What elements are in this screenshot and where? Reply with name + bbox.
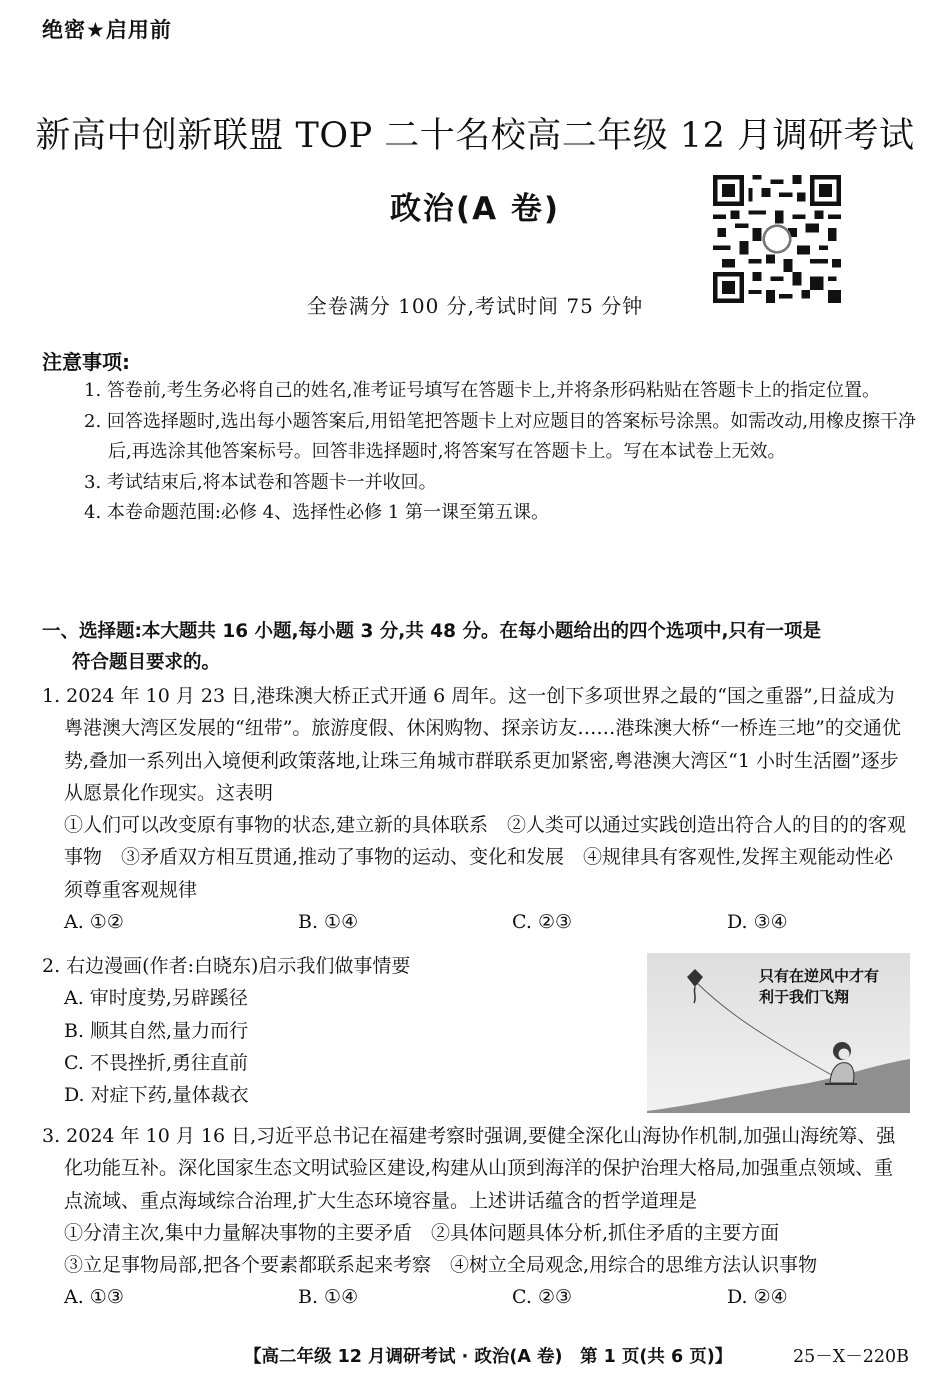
question-statements-line2: ③立足事物局部,把各个要素都联系起来考察 ④树立全局观念,用综合的思维方法认识事物 [64,1254,818,1277]
option-row [42,906,912,939]
notice-item: 3. 考试结束后,将本试卷和答题卡一并收回。 [84,471,437,493]
option-c: C. 不畏挫折,勇往直前 [64,1051,248,1074]
question-stem: 3. 2024 年 10 月 16 日,习近平总书记在福建考察时强调,要健全深化山海协作机制,加强山海统筹、强化功能互补。深化国家生态文明试验区建设,构建从山顶到海洋的保护治理大格局,加强重点领域、重点流域、重点海域综合治理,扩大生态环境容量。上述讲话蕴含的哲学道理是 [42,1125,896,1212]
section-heading [42,616,922,678]
kite-cartoon [647,953,910,1113]
cartoon-caption-line2: 利于我们飞翔 [759,988,850,1006]
question-statements-line1: ①分清主次,集中力量解决事物的主要矛盾 ②具体问题具体分析,抓住矛盾的主要方面 [64,1221,780,1244]
option-c: C. ②③ [512,911,573,934]
question-stem: 2. 右边漫画(作者:白晓东)启示我们做事情要 [42,955,411,977]
qr-code-icon [713,175,841,303]
option-b: B. ①④ [298,911,359,934]
notice-list [84,376,920,529]
question-3 [42,1120,912,1314]
cartoon-caption-line1: 只有在逆风中才有 [759,967,880,985]
notice-item: 2. 回答选择题时,选出每小题答案后,用铅笔把答题卡上对应题目的答案标号涂黑。如需改动,用橡皮擦干净后,再选涂其他答案标号。回答非选择题时,将答案写在答题卡上。写在本试卷上无效。 [84,410,917,462]
footer-code: 25－X－220B [793,1347,909,1367]
section-heading-line1: 一、选择题:本大题共 16 小题,每小题 3 分,共 48 分。在每小题给出的四个选项中,只有一项是 [42,621,821,642]
option-b: B. ①④ [298,1286,359,1309]
option-a: A. ①③ [64,1286,124,1309]
footer-page-info: 【高二年级 12 月调研考试 · 政治(A 卷) 第 1 页(共 6 页)】 [244,1347,733,1367]
option-d: D. 对症下药,量体裁衣 [64,1084,249,1107]
notice-item: 1. 答卷前,考生务必将自己的姓名,准考证号填写在答题卡上,并将条形码粘贴在答题卡上的指定位置。 [84,380,881,401]
question-2 [42,950,642,1111]
score-info: 全卷满分 100 分,考试时间 75 分钟 [306,294,644,318]
question-statements: ①人们可以改变原有事物的状态,建立新的具体联系 ②人类可以通过实践创造出符合人的目的的客观事物 ③矛盾双方相互贯通,推动了事物的运动、变化和发展 ④规律具有客观性,发挥主观能动性必须尊重客观规律 [64,814,907,901]
option-b: B. 顺其自然,量力而行 [64,1019,249,1042]
question-stem: 1. 2024 年 10 月 23 日,港珠澳大桥正式开通 6 周年。这一创下多项世界之最的“国之重器”,日益成为粤港澳大湾区发展的“纽带”。旅游度假、休闲购物、探亲访友……港珠澳大桥“一桥连三地”的交通优势,叠加一系列出入境便利政策落地,让珠三角城市群联系更加紧密,粤港澳大湾区“1 小时生活圈”逐步从愿景化作现实。这表明 [42,685,901,804]
confidential-label: 绝密★启用前 [42,18,172,42]
option-a: A. ①② [64,911,124,934]
exam-title: 新高中创新联盟 TOP 二十名校高二年级 12 月调研考试 [35,116,915,156]
notice-heading: 注意事项: [42,350,130,374]
option-d: D. ③④ [727,911,788,934]
option-row [42,1281,912,1314]
section-heading-line2: 符合题目要求的。 [72,652,221,673]
option-c: C. ②③ [512,1286,573,1309]
option-a: A. 审时度势,另辟蹊径 [64,987,248,1010]
question-1 [42,680,912,939]
exam-subtitle: 政治(A 卷) [389,191,561,227]
notice-item: 4. 本卷命题范围:必修 4、选择性必修 1 第一课至第五课。 [84,502,550,523]
option-d: D. ②④ [727,1286,788,1309]
